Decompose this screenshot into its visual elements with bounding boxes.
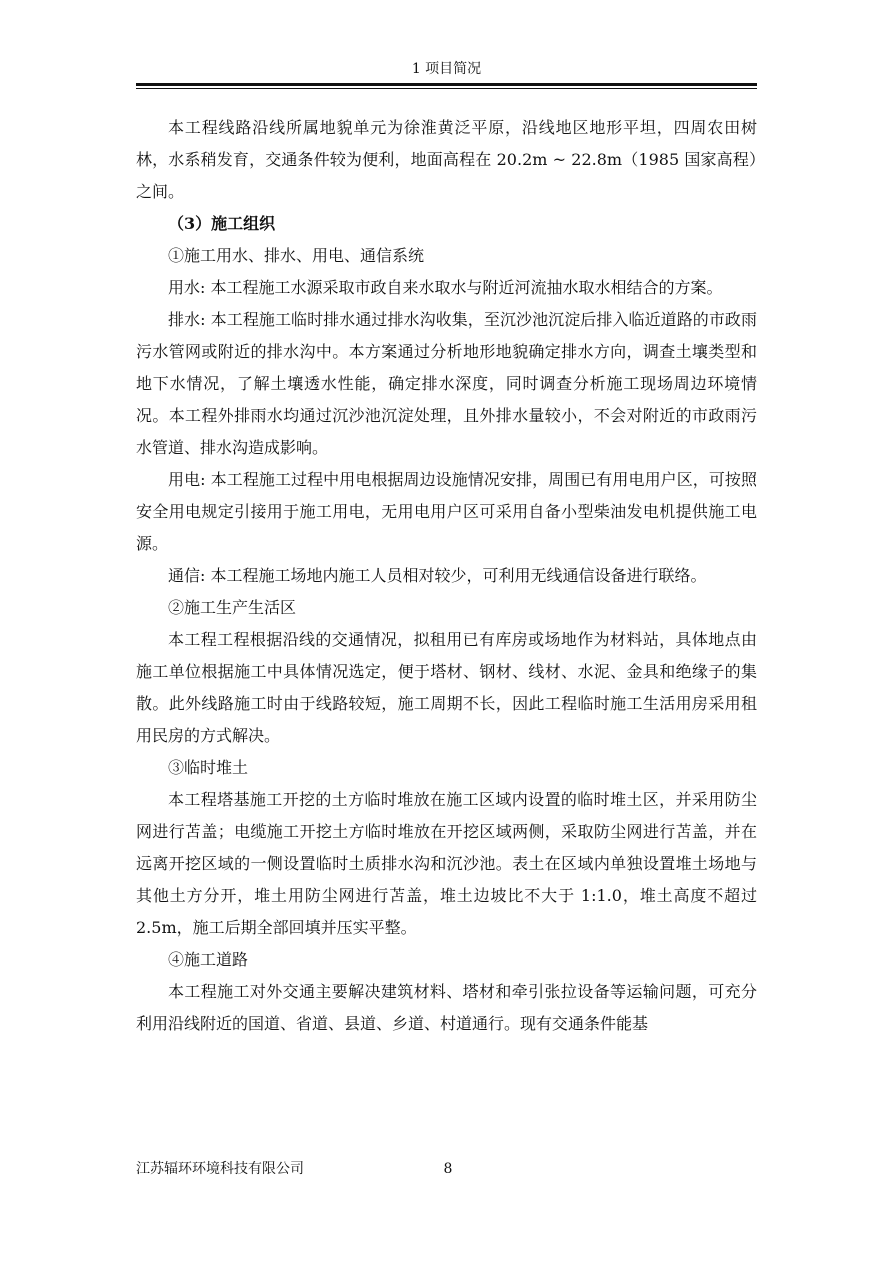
paragraph-drainage: 排水: 本工程施工临时排水通过排水沟收集，至沉沙池沉淀后排入临近道路的市政雨污水管网或附近的排水沟中。本方案通过分析地形地貌确定排水方向，调查土壤类型和地下水情况，了解土壤透水性能，确定排水深度，同时调查分析施工现场周边环境情况。本工程外排雨水均通过沉沙池沉淀处理，且外排水量较小，不会对附近的市政雨污水管道、排水沟造成影响。: [136, 310, 757, 457]
header-rule-thick: [136, 83, 757, 86]
subheading-construction-road: ④施工道路: [168, 950, 249, 969]
paragraph-terrain: 本工程线路沿线所属地貌单元为徐淮黄泛平原，沿线地区地形平坦，四周农田树林，水系稍发育，交通条件较为便利，地面高程在 20.2m ~ 22.8m（1985 国家高程）之间。: [136, 118, 757, 201]
paragraph-water-supply: 用水: 本工程施工水源采取市政自来水取水与附近河流抽水取水相结合的方案。: [168, 278, 723, 297]
paragraph-electricity: 用电: 本工程施工过程中用电根据周边设施情况安排，周围已有用电用户区，可按照安全用电规定引接用于施工用电，无用电用户区可采用自备小型柴油发电机提供施工电源。: [136, 470, 757, 553]
paragraph-communication: 通信: 本工程施工场地内施工人员相对较少，可利用无线通信设备进行联络。: [168, 566, 707, 585]
paragraph-construction-road: 本工程施工对外交通主要解决建筑材料、塔材和牵引张拉设备等运输问题，可充分利用沿线附近的国道、省道、县道、乡道、村道通行。现有交通条件能基: [136, 982, 757, 1033]
running-header: 1 项目简况: [411, 61, 482, 77]
subheading-living-area: ②施工生产生活区: [168, 598, 297, 617]
paragraph-temporary-soil: 本工程塔基施工开挖的土方临时堆放在施工区域内设置的临时堆土区，并采用防尘网进行苫盖；电缆施工开挖土方临时堆放在开挖区域两侧，采取防尘网进行苫盖，并在远离开挖区域的一侧设置临时土质排水沟和沉沙池。表土在区域内单独设置堆土场地与其他土方分开，堆土用防尘网进行苫盖，堆土边坡比不大于 1:1.0，堆土高度不超过 2.5m，施工后期全部回填并压实平整。: [136, 790, 757, 937]
section-heading-construction-organization: （3）施工组织: [168, 214, 276, 233]
paragraph-living-area: 本工程工程根据沿线的交通情况，拟租用已有库房或场地作为材料站，具体地点由施工单位根据施工中具体情况选定，便于塔材、钢材、线材、水泥、金具和绝缘子的集散。此外线路施工时由于线路较短，施工周期不长，因此工程临时施工生活用房采用租用民房的方式解决。: [136, 630, 757, 745]
footer-company: 江苏辐环环境科技有限公司: [136, 1161, 304, 1177]
subheading-temporary-soil: ③临时堆土: [168, 758, 249, 777]
subheading-utilities: ①施工用水、排水、用电、通信系统: [168, 246, 425, 265]
body-text: [136, 112, 757, 1040]
header-rule-thin: [136, 88, 757, 89]
page-number: 8: [443, 1161, 453, 1177]
